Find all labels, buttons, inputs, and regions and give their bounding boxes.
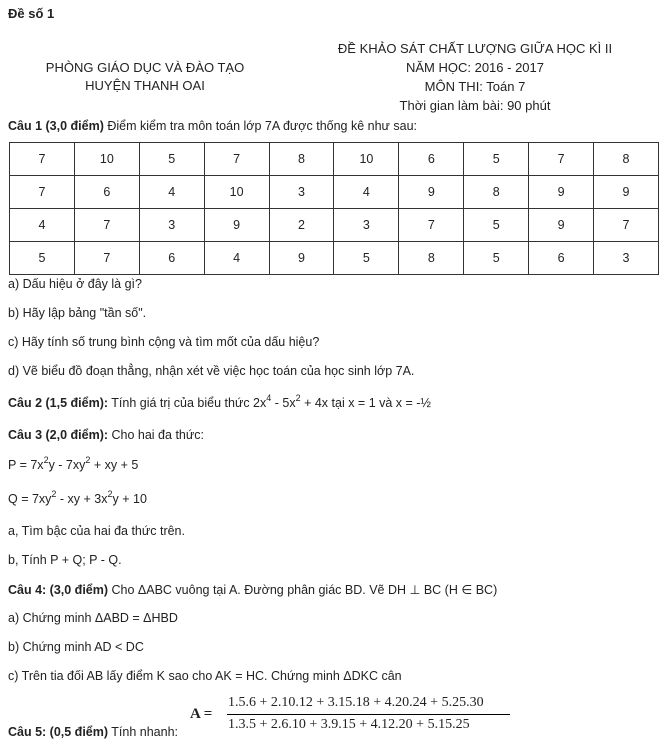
question-2-text-mid: - 5x <box>271 396 296 410</box>
question-1d: d) Vẽ biểu đồ đoạn thẳng, nhận xét về việc học toán của học sinh lớp 7A. <box>8 364 415 378</box>
table-cell: 6 <box>529 242 594 275</box>
question-5-text: Tính nhanh: <box>108 725 178 739</box>
question-3b: b, Tính P + Q; P - Q. <box>8 553 122 567</box>
table-cell: 5 <box>10 242 75 275</box>
table-cell: 9 <box>529 209 594 242</box>
poly-part: y - 7xy <box>48 458 86 472</box>
exponent: 2 <box>51 489 57 499</box>
poly-part: y + 10 <box>112 492 147 506</box>
exponent: 4 <box>266 393 272 403</box>
table-cell: 3 <box>594 242 659 275</box>
fraction-bar <box>227 714 510 715</box>
fraction-numerator: 1.5.6 + 2.10.12 + 3.15.18 + 4.20.24 + 5.25.30 <box>228 695 484 710</box>
table-cell: 9 <box>269 242 334 275</box>
table-cell: 9 <box>594 176 659 209</box>
question-4-label: Câu 4: (3,0 điểm) <box>8 583 109 597</box>
poly-part: P = 7x <box>8 458 44 472</box>
table-cell: 4 <box>204 242 269 275</box>
question-4-text: Cho ΔABC vuông tại A. Đường phân giác BD. Vẽ DH ⊥ BC (H ∈ BC) <box>108 583 498 597</box>
table-cell: 8 <box>464 176 529 209</box>
question-4a: a) Chứng minh ΔABD = ΔHBD <box>8 611 178 625</box>
fraction-lhs: A = <box>190 706 213 722</box>
table-cell: 6 <box>139 242 204 275</box>
table-row <box>10 242 659 275</box>
question-5 <box>8 725 178 739</box>
question-2-text-pre: Tính giá trị của biểu thức 2x <box>108 396 267 410</box>
exponent: 2 <box>295 393 301 403</box>
table-cell: 5 <box>464 242 529 275</box>
table-cell: 5 <box>139 143 204 176</box>
table-cell: 7 <box>74 209 139 242</box>
question-4b: b) Chứng minh AD < DC <box>8 640 144 654</box>
subject: MÔN THI: Toán 7 <box>424 79 526 94</box>
question-1b: b) Hãy lập bảng "tần số". <box>8 306 147 320</box>
poly-part: + xy + 5 <box>90 458 139 472</box>
department-name: PHÒNG GIÁO DỤC VÀ ĐÀO TẠO <box>45 60 245 75</box>
school-year: NĂM HỌC: 2016 - 2017 <box>405 60 544 75</box>
table-cell: 7 <box>594 209 659 242</box>
exponent: 2 <box>43 455 49 465</box>
table-cell: 4 <box>10 209 75 242</box>
table-cell: 7 <box>529 143 594 176</box>
table-cell: 7 <box>10 176 75 209</box>
question-3 <box>8 428 204 442</box>
question-3-text: Cho hai đa thức: <box>108 428 204 442</box>
table-row <box>10 143 659 176</box>
fraction-denominator: 1.3.5 + 2.6.10 + 3.9.15 + 4.12.20 + 5.15.25 <box>228 717 470 732</box>
question-3-label: Câu 3 (2,0 điểm): <box>8 428 109 442</box>
table-cell: 10 <box>74 143 139 176</box>
poly-part: Q = 7xy <box>8 492 52 506</box>
question-1-text: Điểm kiểm tra môn toán lớp 7A được thống kê như sau: <box>103 119 418 133</box>
table-cell: 5 <box>334 242 399 275</box>
district-name: HUYỆN THANH OAI <box>85 78 205 93</box>
score-table <box>9 142 659 275</box>
exponent: 2 <box>107 489 113 499</box>
table-cell: 4 <box>139 176 204 209</box>
polynomial-q <box>8 489 147 506</box>
duration: Thời gian làm bài: 90 phút <box>399 98 551 113</box>
table-cell: 7 <box>399 209 464 242</box>
table-cell: 3 <box>269 176 334 209</box>
question-3a: a, Tìm bậc của hai đa thức trên. <box>8 524 185 538</box>
table-cell: 9 <box>529 176 594 209</box>
table-row <box>10 209 659 242</box>
question-1c: c) Hãy tính số trung bình cộng và tìm mốt của dấu hiệu? <box>8 335 320 349</box>
polynomial-p <box>8 455 139 472</box>
table-cell: 3 <box>334 209 399 242</box>
table-cell: 8 <box>594 143 659 176</box>
table-cell: 2 <box>269 209 334 242</box>
table-cell: 6 <box>399 143 464 176</box>
table-cell: 10 <box>204 176 269 209</box>
table-cell: 3 <box>139 209 204 242</box>
table-cell: 4 <box>334 176 399 209</box>
question-1-label: Câu 1 (3,0 điểm) <box>8 119 104 133</box>
exponent: 2 <box>85 455 91 465</box>
table-cell: 7 <box>204 143 269 176</box>
poly-part: - xy + 3x <box>56 492 108 506</box>
table-cell: 5 <box>464 209 529 242</box>
question-1a: a) Dấu hiệu ở đây là gì? <box>8 277 142 291</box>
question-2 <box>8 393 431 410</box>
table-cell: 9 <box>399 176 464 209</box>
question-2-text-post: + 4x tại x = 1 và x = -½ <box>300 396 431 410</box>
table-cell: 5 <box>464 143 529 176</box>
table-cell: 7 <box>10 143 75 176</box>
table-cell: 9 <box>204 209 269 242</box>
question-1 <box>8 119 417 133</box>
table-cell: 10 <box>334 143 399 176</box>
table-cell: 7 <box>74 242 139 275</box>
table-cell: 6 <box>74 176 139 209</box>
exam-title: ĐỀ KHẢO SÁT CHẤT LƯỢNG GIỮA HỌC KÌ II <box>337 41 613 56</box>
table-row <box>10 176 659 209</box>
question-4c: c) Trên tia đối AB lấy điểm K sao cho AK = HC. Chứng minh ΔDKC cân <box>8 669 402 683</box>
question-2-label: Câu 2 (1,5 điểm): <box>8 396 109 410</box>
exam-label: Đề số 1 <box>8 6 55 21</box>
table-cell: 8 <box>399 242 464 275</box>
table-cell: 8 <box>269 143 334 176</box>
question-4 <box>8 582 497 597</box>
question-5-label: Câu 5: (0,5 điểm) <box>8 725 109 739</box>
